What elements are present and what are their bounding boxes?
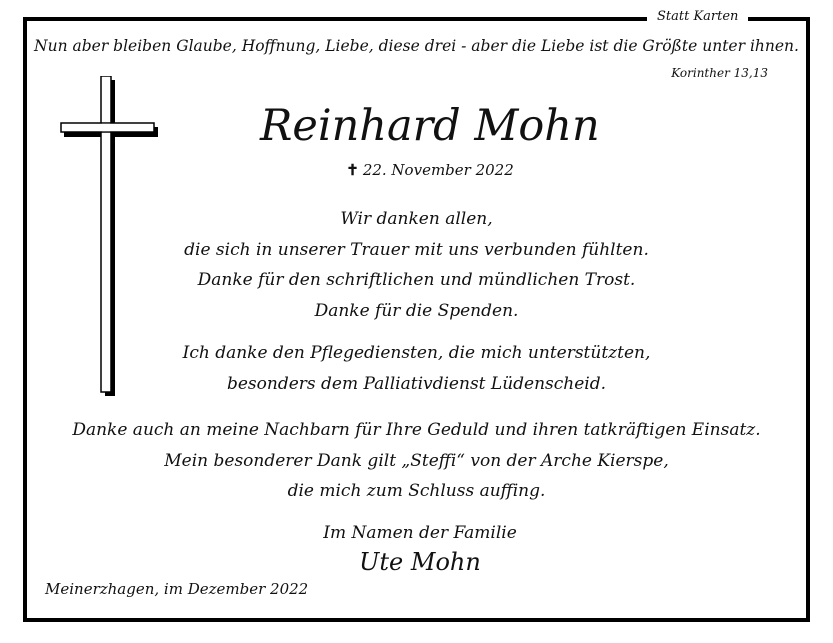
thanks-line: die mich zum Schluss auffing.	[287, 481, 546, 501]
thanks-line: die sich in unserer Trauer mit uns verbunden fühlten.	[184, 239, 649, 260]
death-cross-icon: ✝	[346, 161, 359, 179]
deceased-name: Reinhard Mohn	[260, 101, 600, 151]
signature-intro: Im Namen der Familie	[323, 523, 517, 543]
thanks-line: besonders dem Palliativdienst Lüdenscheid.	[226, 373, 607, 394]
thanks-paragraph-2	[60, 338, 773, 399]
thanks-paragraph-1	[60, 204, 773, 326]
thanks-line: Danke auch an meine Nachbarn für Ihre Geduld und ihren tatkräftigen Einsatz.	[72, 420, 761, 440]
death-date: 22. November 2022	[362, 161, 514, 179]
thanks-paragraph-3	[40, 415, 793, 507]
thanks-line: Wir danken allen,	[340, 209, 493, 229]
bible-quote: Nun aber bleiben Glaube, Hoffnung, Liebe, diese drei - aber die Liebe ist die Größte unter ihnen.	[34, 37, 799, 55]
thanks-line: Danke für die Spenden.	[314, 300, 519, 321]
statt-karten-label: Statt Karten	[647, 9, 748, 25]
signer-name: Ute Mohn	[359, 548, 481, 576]
quote-source: Korinther 13,13	[671, 66, 768, 80]
death-date-line	[340, 160, 520, 180]
place-and-date: Meinerzhagen, im Dezember 2022	[45, 580, 309, 598]
thanks-line: Ich danke den Pflegediensten, die mich unterstützten,	[182, 343, 651, 363]
thanks-line: Mein besonderer Dank gilt „Steffi“ von der Arche Kierspe,	[164, 450, 669, 471]
thanks-line: Danke für den schriftlichen und mündlichen Trost.	[197, 270, 636, 290]
